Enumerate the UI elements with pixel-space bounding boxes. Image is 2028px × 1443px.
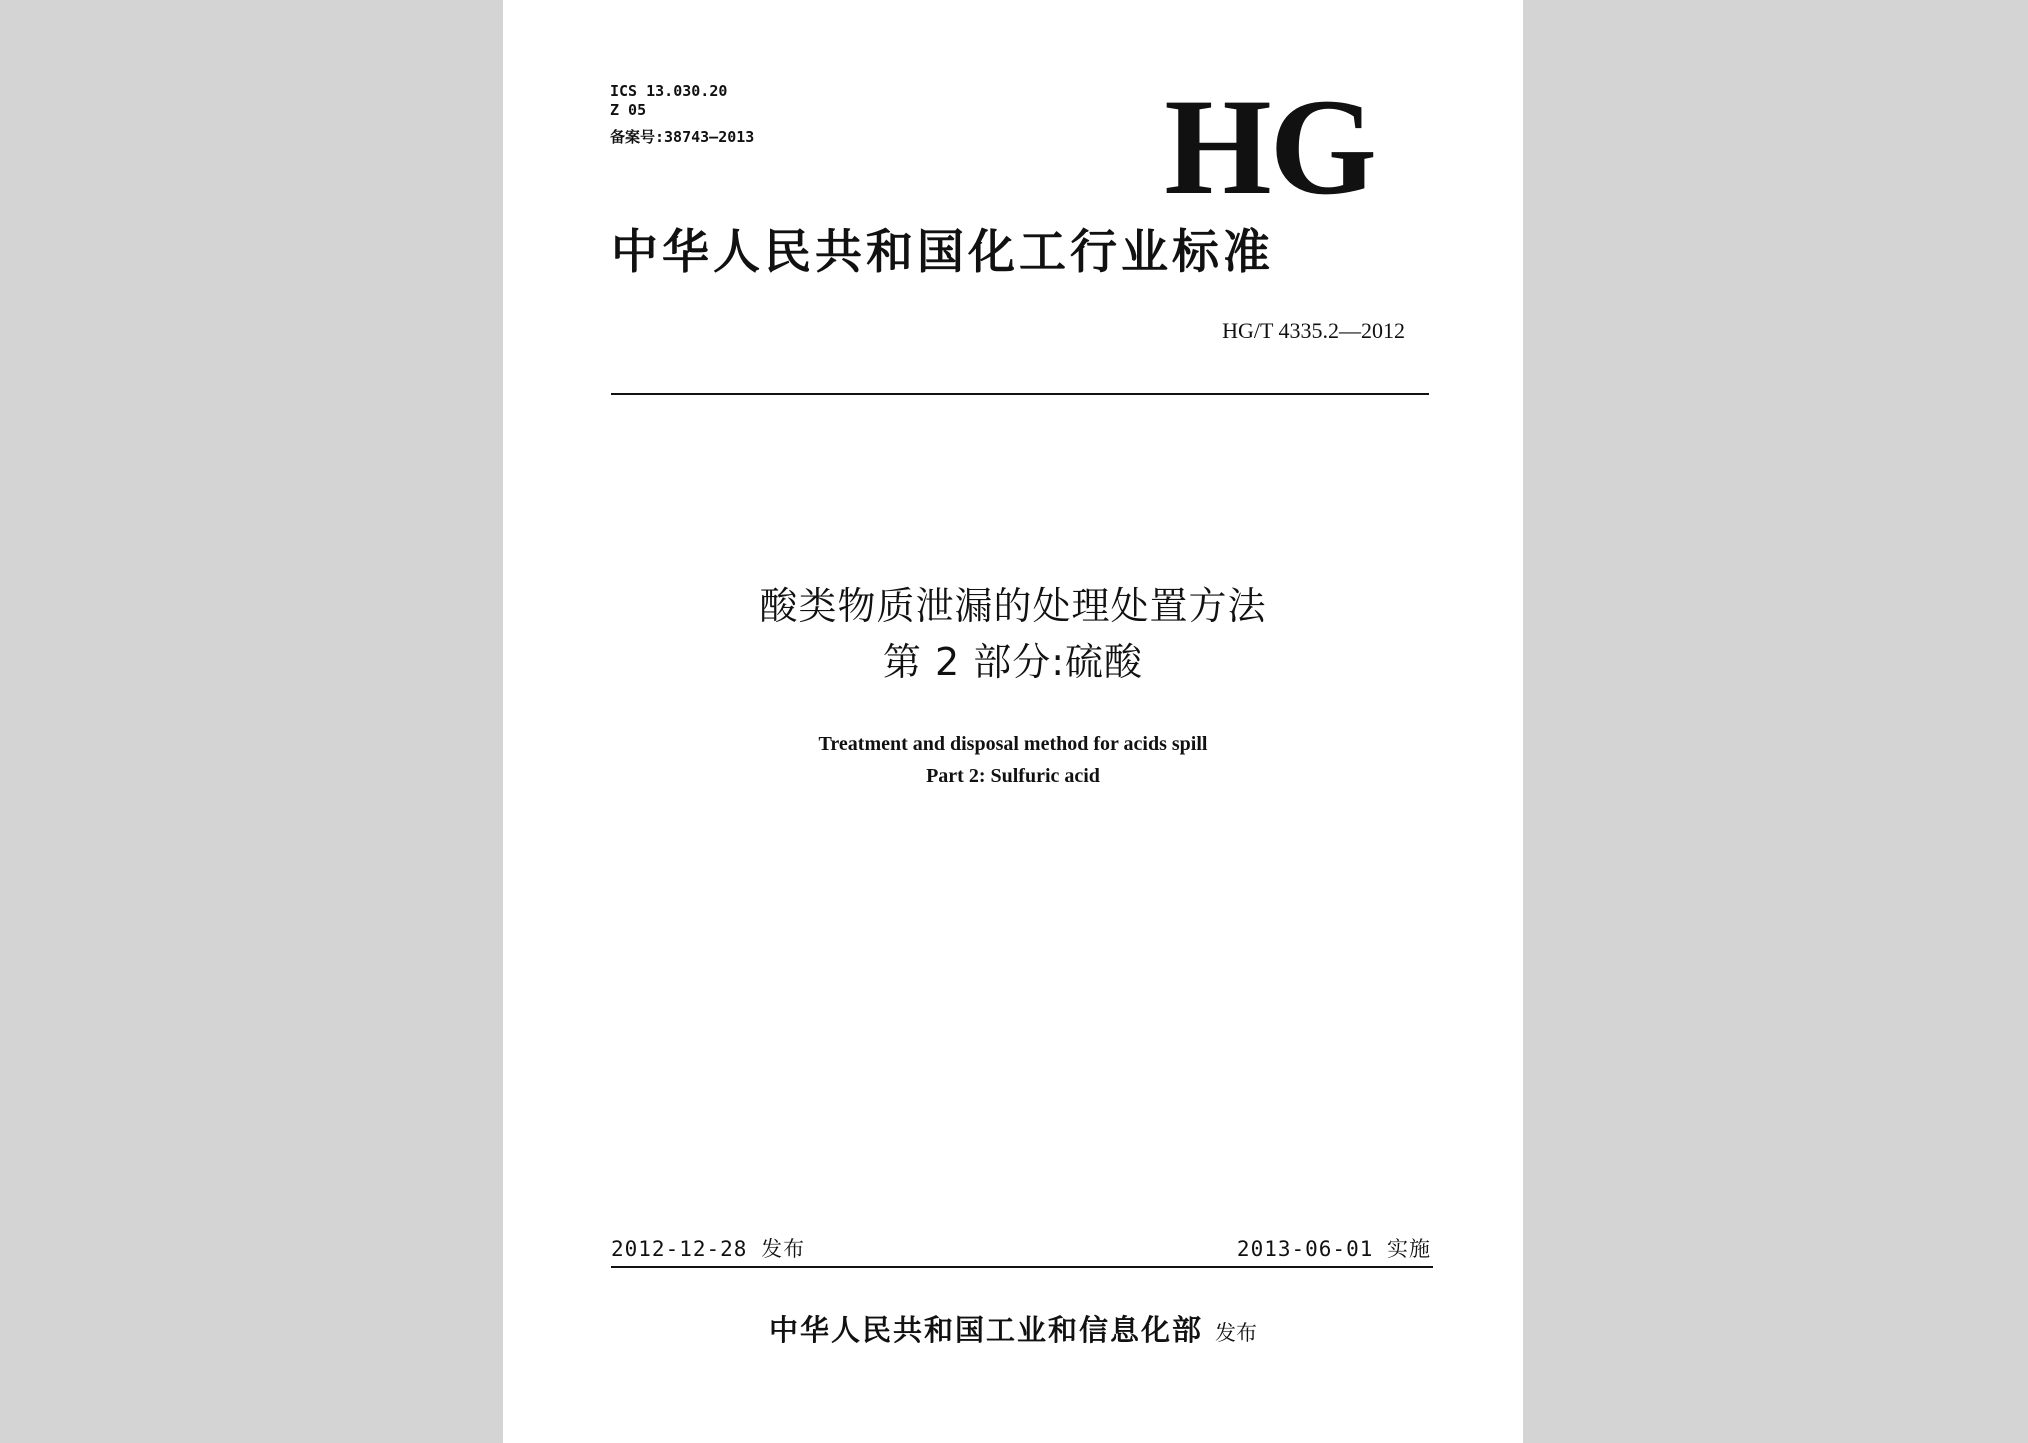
issue-action: 发布	[1215, 1321, 1257, 1345]
implementation-date: 2013-06-01 实施	[1236, 1237, 1431, 1261]
chinese-title-line2: 第 2 部分:硫酸	[882, 640, 1144, 684]
english-title-line1: Treatment and disposal method for acids spill	[818, 733, 1208, 755]
ccs-code: Z 05	[610, 101, 647, 119]
document-page	[503, 0, 1523, 1443]
standard-category-title: 中华人民共和国化工行业标准	[611, 225, 1274, 280]
issue-date: 2012-12-28 发布	[611, 1237, 806, 1261]
ics-code: ICS 13.030.20	[610, 82, 728, 100]
issuing-organization: 中华人民共和国工业和信息化部	[768, 1313, 1203, 1347]
hg-logo: HG	[1164, 70, 1375, 223]
header-divider	[611, 393, 1429, 395]
english-title-line2: Part 2: Sulfuric acid	[926, 765, 1100, 787]
record-number: 备案号:38743—2013	[610, 128, 755, 146]
standard-number: HG/T 4335.2—2012	[1222, 318, 1405, 343]
chinese-title-line1: 酸类物质泄漏的处理处置方法	[759, 584, 1267, 628]
footer-divider	[611, 1266, 1433, 1268]
issuer	[503, 1312, 1523, 1351]
